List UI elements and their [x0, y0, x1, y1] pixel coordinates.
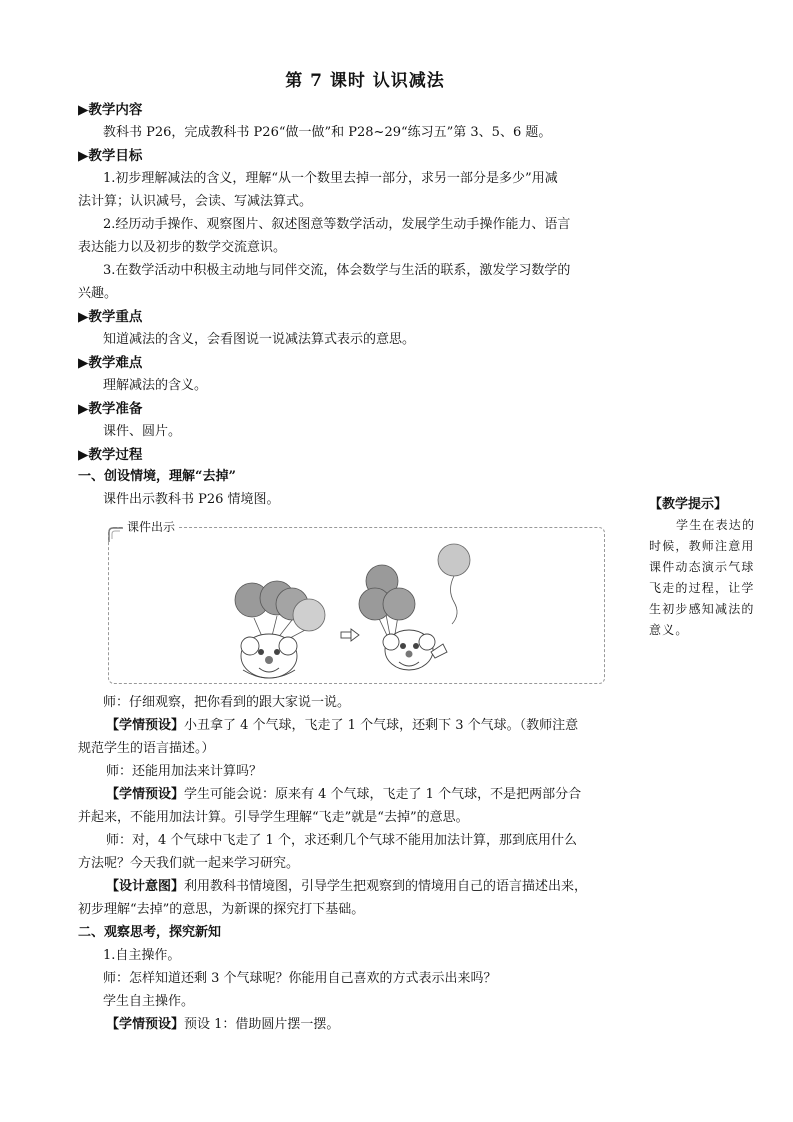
teacher-line-4: 师：怎样知道还剩 3 个气球呢？你能用自己喜欢的方式表示出来吗？ [103, 971, 497, 986]
tag-learning-preset: 【学情预设】 [106, 787, 185, 802]
section-heading-process: ▶教学过程 [78, 447, 143, 463]
balloon-illustration [109, 528, 604, 683]
sidebar-line: 生初步感知减法的 [649, 602, 755, 616]
key-text: 知道减法的含义，会看图说一说减法算式表示的意思。 [103, 332, 416, 347]
goal-2-line-2: 表达能力以及初步的数学交流意识。 [78, 240, 287, 255]
sidebar-title: 【教学提示】 [649, 497, 728, 512]
sidebar-line: 时候，教师注意用 [649, 539, 755, 553]
goal-3-line-2: 兴趣。 [78, 286, 118, 301]
difficulty-text: 理解减法的含义。 [103, 378, 208, 393]
student-operation-text: 学生自主操作。 [103, 994, 195, 1009]
tag-learning-preset: 【学情预设】 [106, 1017, 185, 1032]
clown-with-four-balloons [235, 581, 325, 678]
tag-design-intent: 【设计意图】 [106, 879, 185, 894]
section-heading-content: ▶教学内容 [78, 102, 143, 118]
part-1-text: 课件出示教科书 P26 情境图。 [103, 492, 280, 507]
section-heading-goals: ▶教学目标 [78, 148, 143, 164]
preset-line-2: 【学情预设】学生可能会说：原来有 4 个气球，飞走了 1 个气球，不是把两部分合 [106, 787, 582, 802]
teacher-line-1: 师：仔细观察，把你看到的跟大家说一说。 [103, 695, 351, 710]
preset-line-3: 【学情预设】预设 1：借助圆片摆一摆。 [106, 1017, 340, 1032]
goal-1-line-1: 1.初步理解减法的含义，理解“从一个数里去掉一部分，求另一部分是多少”用减 [103, 171, 558, 186]
arrow-right-icon [341, 629, 359, 641]
preset-line-2-cont: 并起来，不能用加法计算。引导学生理解“飞走”就是“去掉”的意思。 [78, 810, 469, 825]
content-text: 教科书 P26，完成教科书 P26“做一做”和 P28~29“练习五”第 3、5、6 题。 [103, 125, 552, 140]
section-heading-difficulty: ▶教学难点 [78, 355, 143, 371]
part-2-heading: 二、观察思考，探究新知 [78, 925, 222, 940]
figure-label: 课件出示 [123, 518, 179, 535]
balloon [383, 588, 415, 620]
sidebar-line: 课件动态演示气球 [649, 560, 755, 574]
goal-3-line-1: 3.在数学活动中积极主动地与同伴交流，体会数学与生活的联系，激发学习数学的 [103, 263, 571, 278]
sidebar-line: 飞走的过程，让学 [649, 581, 755, 595]
teacher-line-2: 师：还能用加法来计算吗？ [106, 764, 263, 779]
sidebar-line: 意义。 [649, 623, 689, 637]
sidebar-line: 学生在表达的 [676, 518, 756, 532]
preset-line-1-cont: 规范学生的语言描述。） [78, 741, 215, 756]
clown-with-three-balloons [359, 565, 447, 670]
balloon [293, 599, 325, 631]
lesson-title: 第 7 课时 认识减法 [285, 71, 445, 91]
preparation-text: 课件、圆片。 [103, 424, 182, 439]
flying-balloon [438, 544, 470, 624]
design-intent-line: 【设计意图】利用教科书情境图，引导学生把观察到的情境用自己的语言描述出来， [106, 879, 588, 894]
teacher-line-3: 师：对，4 个气球中飞走了 1 个，求还剩几个气球不能用加法计算，那到底用什么 [106, 833, 577, 848]
courseware-figure [108, 520, 605, 684]
design-intent-line-cont: 初步理解“去掉”的意思，为新课的探究打下基础。 [78, 902, 365, 917]
preset-line-1: 【学情预设】小丑拿了 4 个气球，飞走了 1 个气球，还剩下 3 个气球。（教师注意 [106, 718, 579, 733]
teacher-line-3-cont: 方法呢？今天我们就一起来学习研究。 [78, 856, 300, 871]
goal-1-line-2: 法计算；认识减号，会读、写减法算式。 [78, 194, 313, 209]
tag-learning-preset: 【学情预设】 [106, 718, 185, 733]
teaching-tip-sidebar [649, 495, 765, 641]
goal-2-line-1: 2.经历动手操作、观察图片、叙述图意等数学活动，发展学生动手操作能力、语言 [103, 217, 571, 232]
section-heading-preparation: ▶教学准备 [78, 401, 143, 417]
part-1-heading: 一、创设情境，理解“去掉” [78, 469, 236, 484]
step-1-text: 1.自主操作。 [103, 948, 181, 963]
section-heading-key: ▶教学重点 [78, 309, 143, 325]
